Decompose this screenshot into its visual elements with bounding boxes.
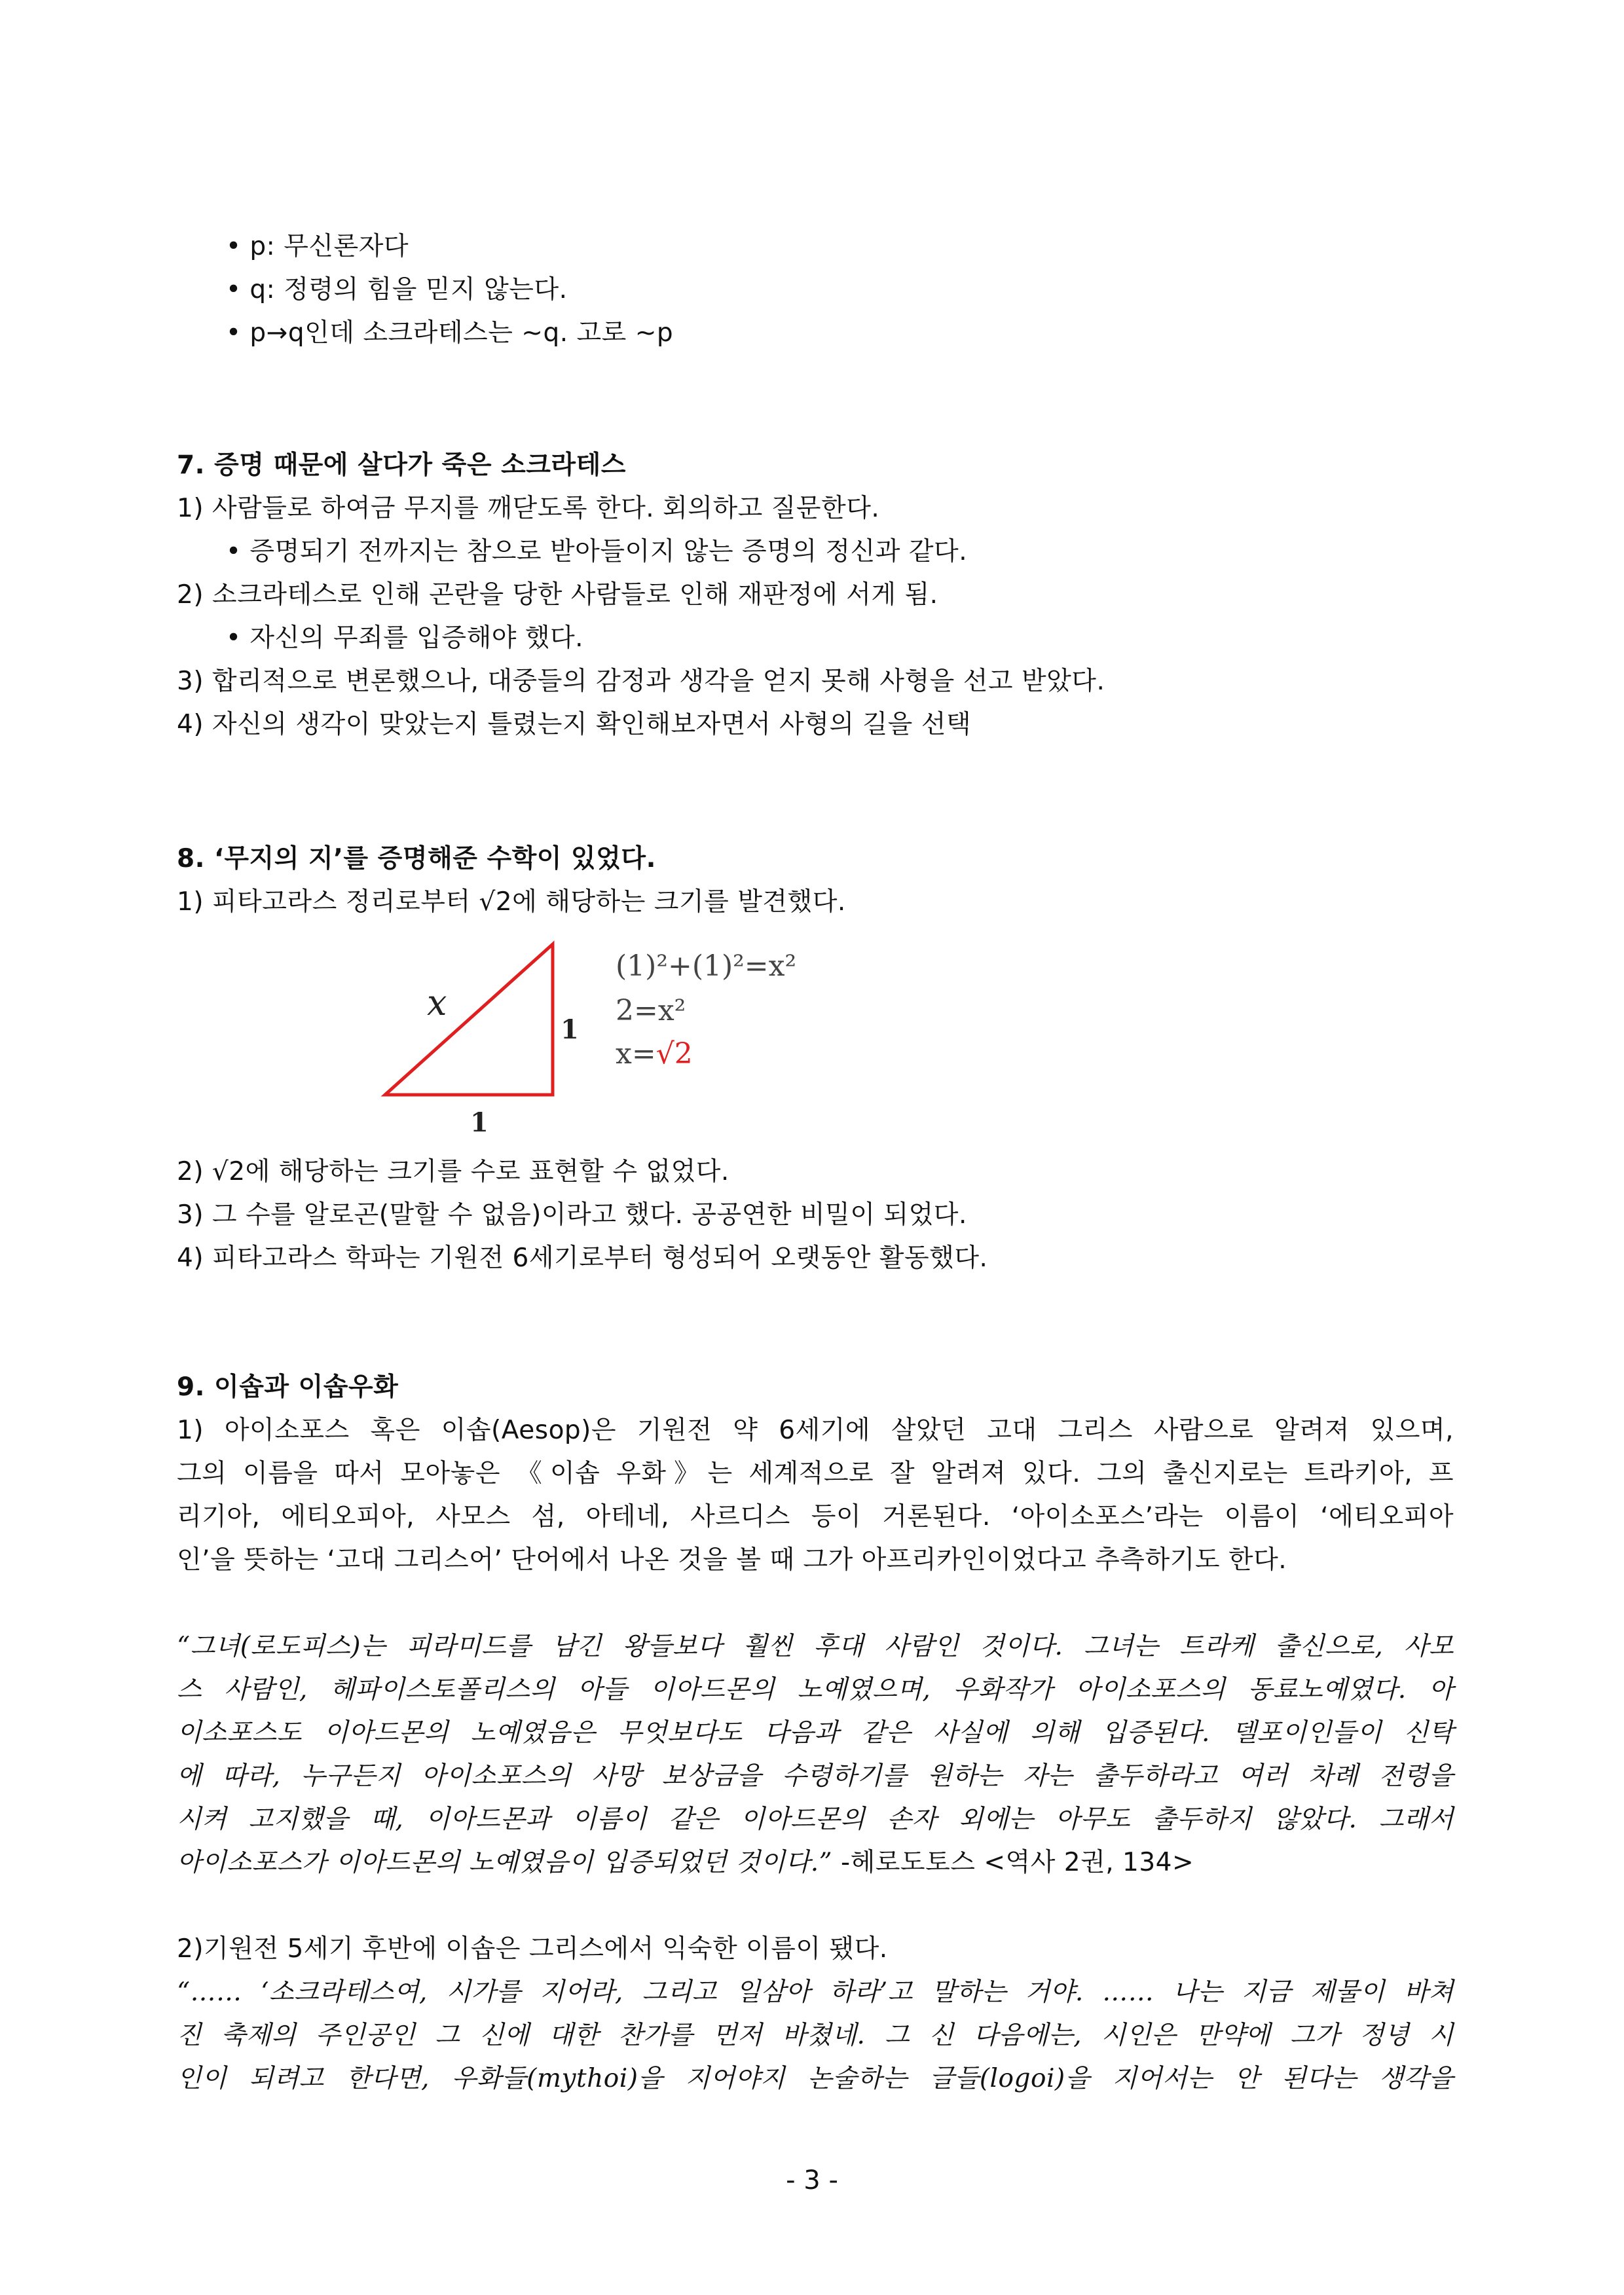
- socrates-quote-line-3: 인이 되려고 한다면, 우화들(mythoi)을 지어야지 논술하는 글들(logoi)을 지어서는 안 된다는 생각을: [177, 2064, 1454, 2093]
- herodotus-quote-line-3: 이소포스도 이아드몬의 노예였음은 무엇보다도 다음과 같은 사실에 의해 입증된다. 델포이인들이 신탁: [177, 1718, 1454, 1748]
- side-label: 1: [561, 1014, 579, 1045]
- equation-3-prefix: x=: [616, 1037, 656, 1071]
- herodotus-quote-line-1: “그녀(로도피스)는 피라미드를 남긴 왕들보다 훨씬 후대 사람인 것이다. 그녀는 트라케 출신으로, 사모: [177, 1632, 1454, 1661]
- herodotus-quote-line-6: [177, 1846, 1194, 1879]
- section-8-line-2: 2) √2에 해당하는 크기를 수로 표현할 수 없었다.: [177, 1157, 729, 1186]
- bullet-q: • q: 정령의 힘을 믿지 않는다.: [226, 275, 568, 304]
- section-9-title: 9. 이솝과 이솝우화: [177, 1372, 399, 1402]
- section-9-para-1-line-3: 리기아, 에티오피아, 사모스 섬, 아테네, 사르디스 등이 거론된다. ‘아이소포스’라는 이름이 ‘에티오피아: [177, 1502, 1454, 1532]
- section-7-line-3: 3) 합리적으로 변론했으나, 대중들의 감정과 생각을 얻지 못해 사형을 선고 받았다.: [177, 667, 1105, 696]
- socrates-quote-line-2: 진 축제의 주인공인 그 신에 대한 찬가를 먼저 바쳤네. 그 신 다음에는, 시인은 만약에 그가 정녕 시: [177, 2021, 1454, 2050]
- herodotus-quote-line-2: 스 사람인, 헤파이스토폴리스의 아들 이아드몬의 노예였으며, 우화작가 아이소포스의 동료노예였다. 아: [177, 1675, 1454, 1704]
- section-9-para-2: 2)기원전 5세기 후반에 이솝은 그리스에서 익숙한 이름이 됐다.: [177, 1934, 888, 1964]
- sqrt-two-value: √2: [655, 1037, 693, 1071]
- section-9-para-1-line-4: 인’을 뜻하는 ‘고대 그리스어’ 단어에서 나온 것을 볼 때 그가 아프리카인이었다고 추측하기도 한다.: [177, 1545, 1287, 1575]
- equation-2: 2=x²: [616, 994, 686, 1027]
- section-9-para-1-line-1: 1) 아이소포스 혹은 이솝(Aesop)은 기원전 약 6세기에 살았던 고대 그리스 사람으로 알려져 있으며,: [177, 1416, 1454, 1445]
- page-number: - 3 -: [786, 2165, 838, 2195]
- bullet-conclusion: • p→q인데 소크라테스는 ~q. 고로 ~p: [226, 318, 674, 348]
- section-8-line-4: 4) 피타고라스 학파는 기원전 6세기로부터 형성되어 오랫동안 활동했다.: [177, 1243, 988, 1273]
- section-7-line-4: 4) 자신의 생각이 맞았는지 틀렸는지 확인해보자면서 사형의 길을 선택: [177, 710, 972, 739]
- base-label: 1: [470, 1107, 489, 1138]
- section-7-line-1: 1) 사람들로 하여금 무지를 깨닫도록 한다. 회의하고 질문한다.: [177, 494, 880, 523]
- section-7-title: 7. 증명 때문에 살다가 죽은 소크라테스: [177, 450, 626, 480]
- socrates-quote-line-1: “…… ‘소크라테스여, 시가를 지어라, 그리고 일삼아 하라’고 말하는 거야. …… 나는 지금 제물이 바쳐: [177, 1977, 1454, 2007]
- equation-3: [616, 1037, 693, 1071]
- right-triangle: [385, 944, 553, 1095]
- section-7-line-2: 2) 소크라테스로 인해 곤란을 당한 사람들로 인해 재판정에 서게 됨.: [177, 580, 938, 610]
- equation-1: (1)²+(1)²=x²: [616, 949, 797, 983]
- section-8-title: 8. ‘무지의 지’를 증명해준 수학이 있었다.: [177, 844, 656, 873]
- section-7-bullet-2: • 자신의 무죄를 입증해야 했다.: [226, 623, 584, 653]
- hypotenuse-label: x: [427, 982, 447, 1023]
- herodotus-quote-line-4: 에 따라, 누구든지 아이소포스의 사망 보상금을 수령하기를 원하는 자는 출두하라고 여러 차례 전령을: [177, 1761, 1454, 1791]
- herodotus-source: -헤로도토스 <역사 2권, 134>: [832, 1848, 1194, 1877]
- section-7-bullet-1: • 증명되기 전까지는 참으로 받아들이지 않는 증명의 정신과 같다.: [226, 537, 968, 566]
- herodotus-quote-line-5: 시켜 고지했을 때, 이아드몬과 이름이 같은 이아드몬의 손자 외에는 아무도 출두하지 않았다. 그래서: [177, 1805, 1454, 1834]
- section-8-line-1: 1) 피타고라스 정리로부터 √2에 해당하는 크기를 발견했다.: [177, 887, 846, 917]
- section-9-para-1-line-2: 그의 이름을 따서 모아놓은 《이솝 우화》는 세계적으로 잘 알려져 있다. 그의 출신지로는 트라키아, 프: [177, 1459, 1454, 1488]
- bullet-p: • p: 무신론자다: [226, 232, 409, 261]
- section-8-line-3: 3) 그 수를 알로곤(말할 수 없음)이라고 했다. 공공연한 비밀이 되었다.: [177, 1200, 967, 1230]
- pythagoras-triangle-diagram: [367, 923, 864, 1146]
- herodotus-quote-end: 아이소포스가 이아드몬의 노예였음이 입증되었던 것이다.”: [177, 1848, 833, 1877]
